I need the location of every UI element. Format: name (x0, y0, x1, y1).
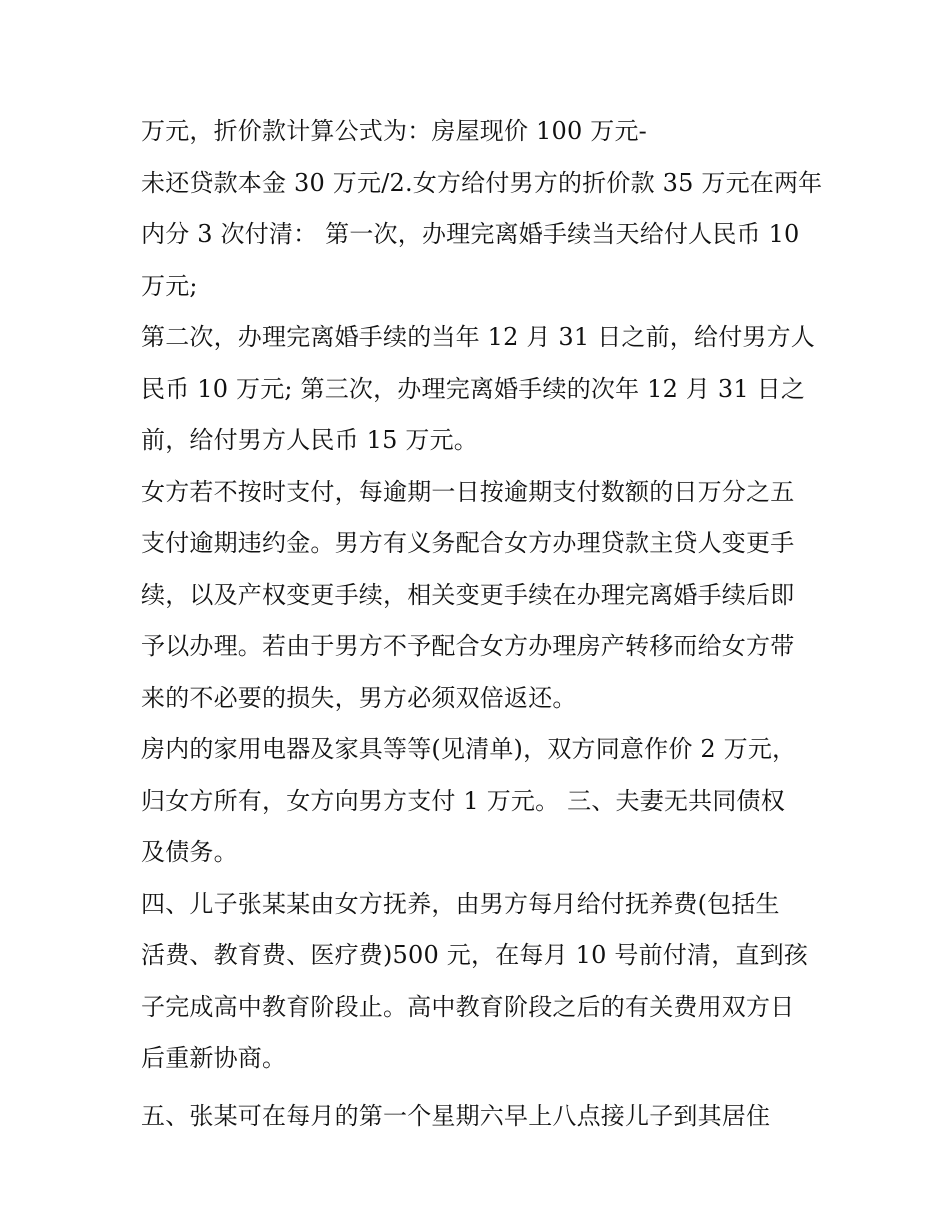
text-line: 第二次，办理完离婚手续的当年 12 月 31 日之前，给付男方人 (141, 323, 815, 351)
text-line: 民币 10 万元; 第三次，办理完离婚手续的次年 12 月 31 日之 (141, 374, 806, 403)
text-line: 支付逾期违约金。男方有义务配合女方办理贷款主贷人变更手 (141, 529, 795, 557)
text-line: 万元; (141, 271, 198, 300)
text-line: 五、张某可在每月的第一个星期六早上八点接儿子到其居住 (141, 1101, 771, 1130)
text-line: 未还贷款本金 30 万元/2.女方给付男方的折价款 35 万元在两年 (141, 168, 823, 197)
text-line: 续，以及产权变更手续，相关变更手续在办理完离婚手续后即 (141, 580, 795, 609)
text-line: 女方若不按时支付，每逾期一日按逾期支付数额的日万分之五 (141, 477, 795, 506)
text-line: 房内的家用电器及家具等等(见清单)，双方同意作价 2 万元， (141, 735, 797, 763)
text-line: 万元，折价款计算公式为：房屋现价 100 万元- (141, 117, 647, 145)
text-line: 来的不必要的损失，男方必须双倍返还。 (141, 683, 577, 712)
text-line: 后重新协商。 (141, 1044, 287, 1072)
text-line: 归女方所有，女方向男方支付 1 万元。 三、夫妻无共同债权 (141, 786, 785, 815)
text-line: 子完成高中教育阶段止。高中教育阶段之后的有关费用双方日 (141, 992, 795, 1021)
document-body (141, 106, 831, 1142)
text-line: 及债务。 (141, 838, 238, 866)
text-line: 前，给付男方人民币 15 万元。 (141, 426, 478, 454)
text-line: 内分 3 次付清： 第一次，办理完离婚手续当天给付人民币 10 (141, 220, 800, 248)
text-line: 予以办理。若由于男方不予配合女方办理房产转移而给女方带 (141, 632, 795, 660)
text-line: 四、儿子张某某由女方抚养，由男方每月给付抚养费(包括生 (141, 889, 780, 918)
text-line: 活费、教育费、医疗费)500 元，在每月 10 号前付清，直到孩 (141, 941, 808, 969)
